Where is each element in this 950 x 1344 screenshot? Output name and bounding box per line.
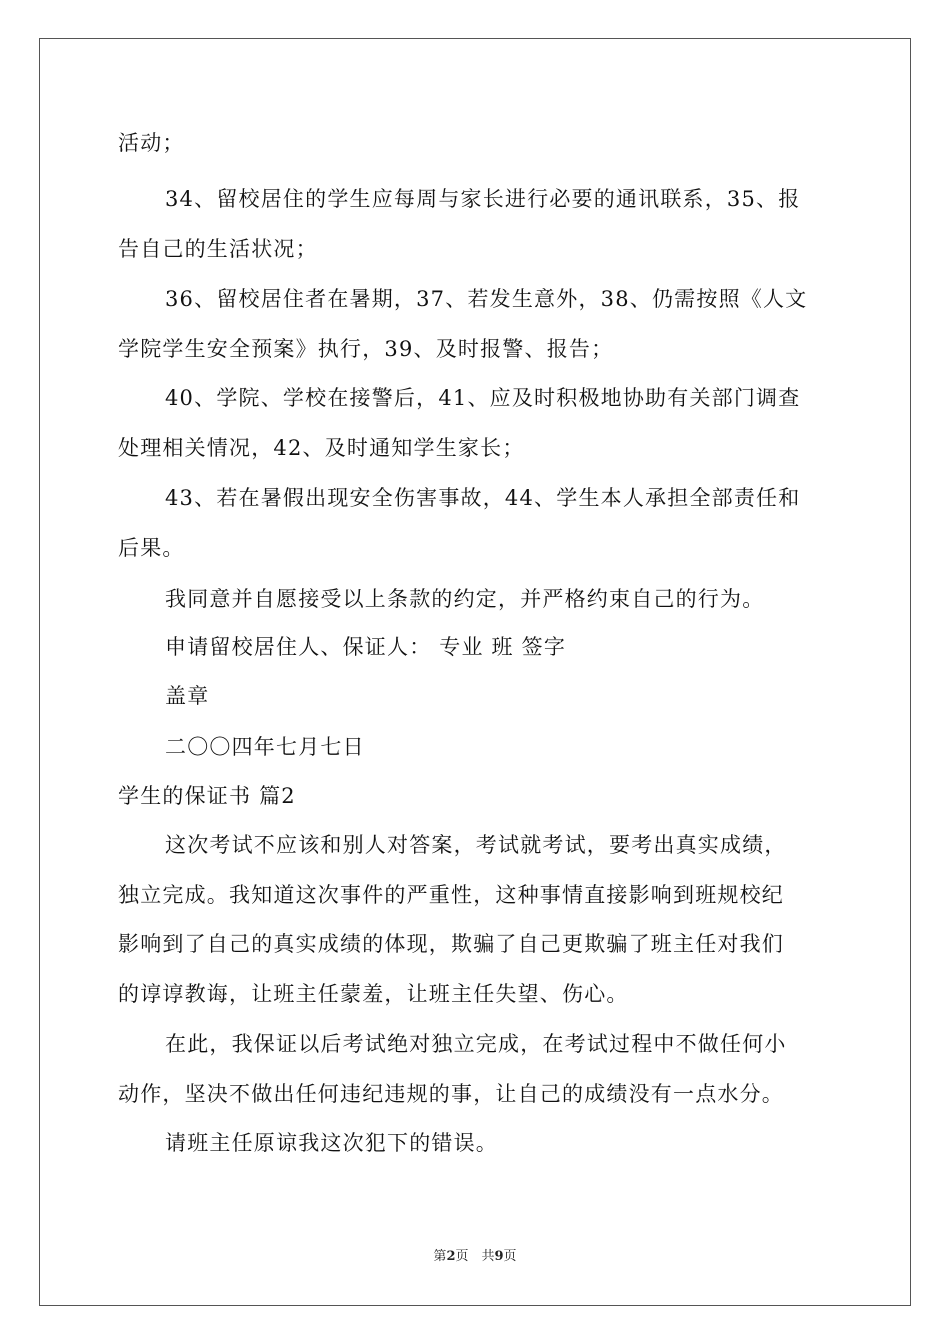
- text-line: 34、留校居住的学生应每周与家长进行必要的通讯联系，35、报: [165, 187, 801, 211]
- text-line: 处理相关情况，42、及时通知学生家长；: [118, 436, 525, 460]
- text-line: 36、留校居住者在暑期，37、若发生意外，38、仍需按照《人文: [165, 287, 808, 311]
- text-line: 的谆谆教诲，让班主任蒙羞，让班主任失望、伤心。: [118, 982, 629, 1006]
- date-line: 二〇〇四年七月七日: [165, 735, 365, 759]
- text-line: 后果。: [118, 536, 185, 560]
- page-footer: [0, 1248, 950, 1266]
- page-border: [39, 38, 911, 1306]
- page-total: 9: [494, 1249, 504, 1264]
- text-line: 影响到了自己的真实成绩的体现，欺骗了自己更欺骗了班主任对我们: [118, 932, 784, 956]
- page-prefix: 第: [433, 1249, 447, 1264]
- text-line: 告自己的生活状况；: [118, 237, 318, 261]
- text-line: 独立完成。我知道这次事件的严重性，这种事情直接影响到班规校纪: [118, 883, 784, 907]
- text-line: 这次考试不应该和别人对答案，考试就考试，要考出真实成绩，: [165, 833, 787, 857]
- text-line: 动作，坚决不做出任何违纪违规的事，让自己的成绩没有一点水分。: [118, 1082, 784, 1106]
- text-line: 活动；: [118, 131, 185, 155]
- text-line: 学院学生安全预案》执行，39、及时报警、报告；: [118, 337, 614, 361]
- page-suffix: 页: [503, 1249, 517, 1264]
- text-line: 40、学院、学校在接警后，41、应及时积极地协助有关部门调查: [165, 386, 801, 410]
- text-line: 43、若在暑假出现安全伤害事故，44、学生本人承担全部责任和: [165, 486, 801, 510]
- text-line: 请班主任原谅我这次犯下的错误。: [165, 1131, 498, 1155]
- text-line: 我同意并自愿接受以上条款的约定，并严格约束自己的行为。: [165, 587, 765, 611]
- page-current: 2: [446, 1249, 456, 1264]
- section-heading: 学生的保证书 篇2: [118, 784, 296, 808]
- page-mid: 页 共: [455, 1249, 495, 1264]
- signature-line: 申请留校居住人、保证人： 专业 班 签字: [165, 635, 567, 659]
- seal-line: 盖章: [165, 684, 210, 708]
- text-line: 在此，我保证以后考试绝对独立完成，在考试过程中不做任何小: [165, 1032, 787, 1056]
